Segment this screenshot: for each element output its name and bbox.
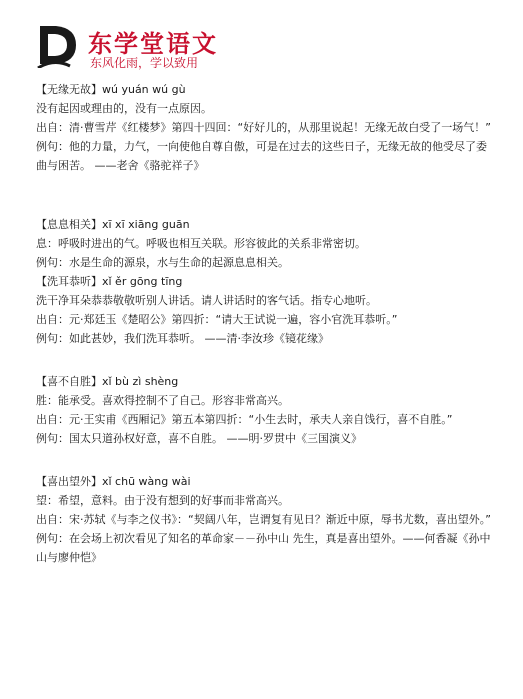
brand-header <box>36 22 336 72</box>
idiom-source: 出自：清·曹雪芹《红楼梦》第四十四回：“好好儿的，从那里说起！无缘无故白受了一场气！” <box>36 121 491 134</box>
idiom-example: 例句：水是生命的源泉，水与生命的起源息息相关。 <box>36 256 289 269</box>
idiom-source: 出自：元·王实甫《西厢记》第五本第四折：“小生去时，承夫人亲自饯行，喜不自胜。” <box>36 413 453 426</box>
idiom-entry <box>36 80 496 175</box>
idiom-title: 【喜出望外】xǐ chū wàng wài <box>36 475 191 488</box>
idiom-title: 【喜不自胜】xǐ bù zì shèng <box>36 375 179 388</box>
idiom-list <box>36 80 496 567</box>
idiom-entry <box>36 472 496 567</box>
idiom-definition: 没有起因或理由的，没有一点原因。 <box>36 102 212 115</box>
brand-name: 东学堂语文 <box>88 30 218 58</box>
idiom-example: 例句：在会场上初次看见了知名的革命家－－孙中山 先生，真是喜出望外。——何香凝《孙中山与廖仲恺》 <box>36 532 491 564</box>
brand-logo-icon <box>36 22 80 68</box>
idiom-definition: 望：希望，意料。由于没有想到的好事而非常高兴。 <box>36 494 289 507</box>
idiom-entry <box>36 215 496 272</box>
idiom-example: 例句：他的力量，力气，一向使他自尊自傲，可是在过去的这些日子，无缘无故的他受尽了委曲与困苦。 ——老舍《骆驼祥子》 <box>36 140 487 172</box>
idiom-definition: 胜：能承受。喜欢得控制不了自己。形容非常高兴。 <box>36 394 289 407</box>
idiom-example: 例句：国太只道孙权好意，喜不自胜。 ——明·罗贯中《三国演义》 <box>36 432 362 445</box>
idiom-title: 【无缘无故】wú yuán wú gù <box>36 83 186 96</box>
idiom-title: 【息息相关】xī xī xiāng guān <box>36 218 190 231</box>
idiom-source: 出自：宋·苏轼《与李之仪书》：“契阔八年，岂谓复有见日？渐近中原，辱书尤数，喜出望外。” <box>36 513 491 526</box>
idiom-source: 出自：元·郑廷玉《楚昭公》第四折：“请大王试说一遍，容小官洗耳恭听。” <box>36 313 398 326</box>
idiom-example: 例句：如此甚妙，我们洗耳恭听。 ——清·李汝珍《镜花缘》 <box>36 332 329 345</box>
idiom-definition: 息：呼吸时进出的气。呼吸也相互关联。形容彼此的关系非常密切。 <box>36 237 366 250</box>
idiom-entry <box>36 372 496 448</box>
idiom-title: 【洗耳恭听】xǐ ěr gōng tīng <box>36 275 183 288</box>
idiom-entry <box>36 272 496 348</box>
idiom-definition: 洗干净耳朵恭恭敬敬听别人讲话。请人讲话时的客气话。指专心地听。 <box>36 294 377 307</box>
brand-slogan: 东风化雨，学以致用 <box>90 56 199 70</box>
